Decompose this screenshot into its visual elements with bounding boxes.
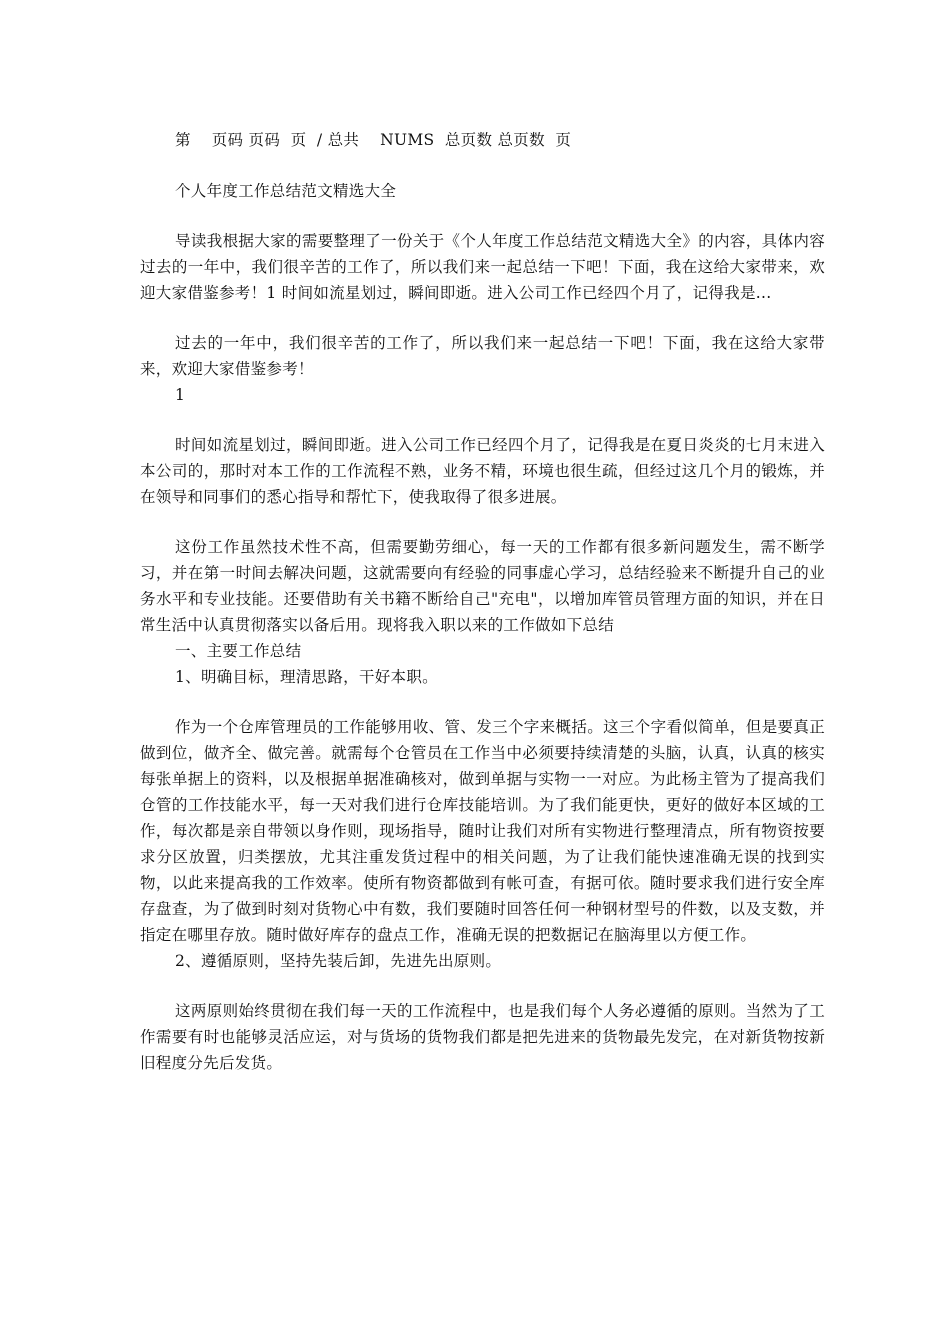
document-page — [140, 127, 825, 1076]
paragraph-5: 这两原则始终贯彻在我们每一天的工作流程中，也是我们每个人务必遵循的原则。当然为了工作需要有时也能够灵活应运，对与货场的货物我们都是把先进来的货物最先发完，在对新货物按新旧程度分先后发货。 — [140, 1002, 825, 1072]
page-header: 第 页码 页码 页 / 总共 NUMS 总页数 总页数 页 — [175, 131, 572, 149]
paragraph-4: 作为一个仓库管理员的工作能够用收、管、发三个字来概括。这三个字看似简单，但是要真正做到位，做齐全、做完善。就需每个仓管员在工作当中必须要持续清楚的头脑，认真，认真的核实每张单据上的资料，以及根据单据准确核对，做到单据与实物一一对应。为此杨主管为了提高我们仓管的工作技能水平，每一天对我们进行仓库技能培训。为了我们能更快，更好的做好本区域的工作，每次都是亲自带领以身作则，现场指导，随时让我们对所有实物进行整理清点，所有物资按要求分区放置，归类摆放，尤其注重发货过程中的相关问题，为了让我们能快速准确无误的找到实物，以此来提高我的工作效率。使所有物资都做到有帐可查，有据可依。随时要求我们进行安全库存盘查，为了做到时刻对货物心中有数，我们要随时回答任何一种钢材型号的件数，以及支数，并指定在哪里存放。随时做好库存的盘点工作，准确无误的把数据记在脑海里以方便工作。 — [140, 718, 825, 944]
item-heading-2: 2、遵循原则，坚持先装后卸，先进先出原则。 — [175, 952, 502, 970]
document-title: 个人年度工作总结范文精选大全 — [175, 182, 397, 200]
paragraph-3: 这份工作虽然技术性不高，但需要勤劳细心，每一天的工作都有很多新问题发生，需不断学习，并在第一时间去解决问题，这就需要向有经验的同事虚心学习，总结经验来不断提升自己的业务水平和专业技能。还要借助有关书籍不断给自己"充电"，以增加库管员管理方面的知识，并在日常生活中认真贯彻落实以备后用。现将我入职以来的工作做如下总结 — [140, 538, 825, 634]
intro-paragraph: 导读我根据大家的需要整理了一份关于《个人年度工作总结范文精选大全》的内容，具体内容过去的一年中，我们很辛苦的工作了，所以我们来一起总结一下吧！下面，我在这给大家带来，欢迎大家借鉴参考！1 时间如流星划过，瞬间即逝。进入公司工作已经四个月了，记得我是... — [140, 232, 825, 302]
section-heading-1: 一、主要工作总结 — [175, 642, 302, 660]
paragraph-1: 过去的一年中，我们很辛苦的工作了，所以我们来一起总结一下吧！下面，我在这给大家带来，欢迎大家借鉴参考！ — [140, 334, 825, 378]
item-heading-1: 1、明确目标，理清思路，干好本职。 — [175, 668, 438, 686]
section-number: 1 — [175, 386, 186, 404]
paragraph-2: 时间如流星划过，瞬间即逝。进入公司工作已经四个月了，记得我是在夏日炎炎的七月末进入本公司的，那时对本工作的工作流程不熟，业务不精，环境也很生疏，但经过这几个月的锻炼，并在领导和同事们的悉心指导和帮忙下，使我取得了很多进展。 — [140, 436, 825, 506]
